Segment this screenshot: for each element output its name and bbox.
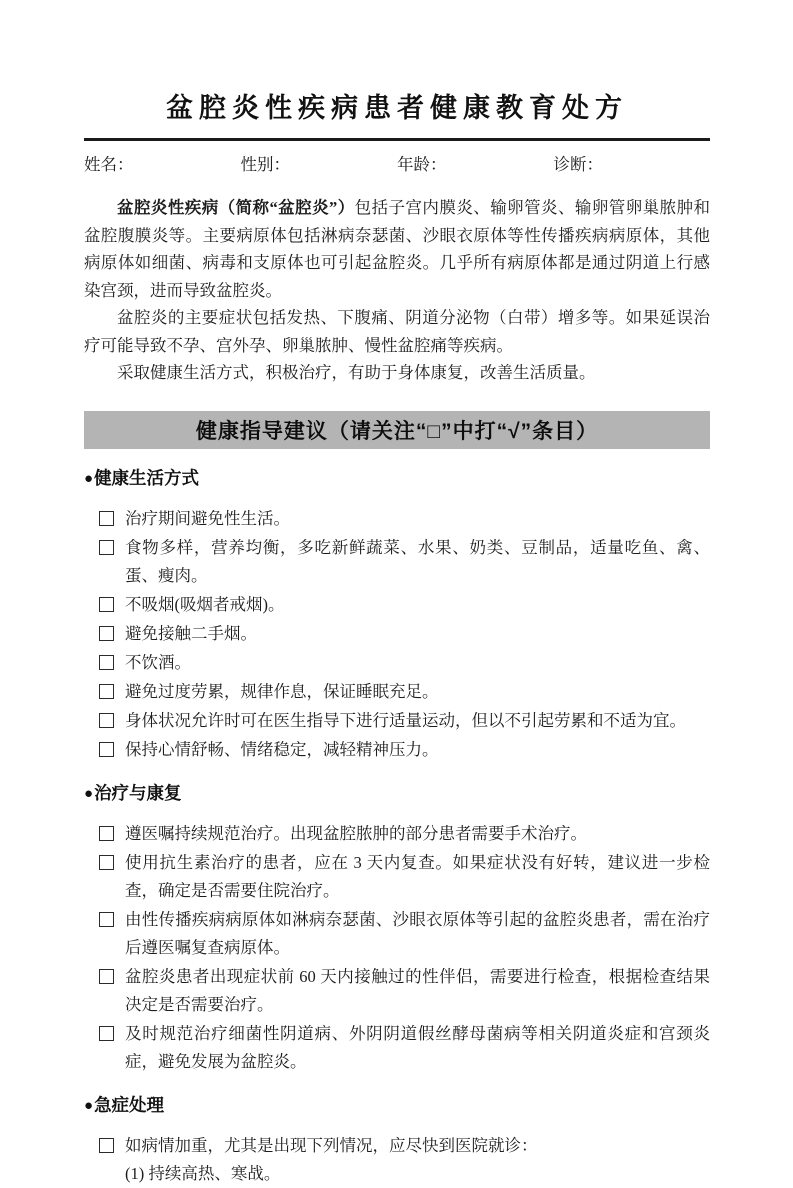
checklist-item-text: 食物多样，营养均衡，多吃新鲜蔬菜、水果、奶类、豆制品，适量吃鱼、禽、蛋、瘦肉。 <box>125 537 710 585</box>
checklist-item <box>84 678 710 706</box>
checklist-item-text: 使用抗生素治疗的患者，应在 3 天内复查。如果症状没有好转，建议进一步检查，确定是否需要住院治疗。 <box>125 852 710 900</box>
checkbox-icon[interactable] <box>99 912 114 927</box>
intro-text <box>84 194 710 387</box>
bullet-icon: ● <box>84 469 94 487</box>
section-header-text: 急症处理 <box>94 1094 165 1115</box>
section-header-emergency <box>84 1093 710 1118</box>
checklist-item <box>84 707 710 735</box>
checklist-item-text: 不吸烟(吸烟者戒烟)。 <box>125 594 285 614</box>
patient-age-label: 年龄： <box>397 155 447 174</box>
checklist-item <box>84 820 710 848</box>
checklist-item <box>84 620 710 648</box>
checklist-healthy-lifestyle <box>84 505 710 764</box>
checkbox-icon[interactable] <box>99 597 114 612</box>
checklist-item <box>84 1020 710 1076</box>
checklist-item-text: 不饮酒。 <box>125 652 191 672</box>
checklist-item-text: 由性传播疾病病原体如淋病奈瑟菌、沙眼衣原体等引起的盆腔炎患者，需在治疗后遵医嘱复查病原体。 <box>125 909 710 957</box>
intro-paragraph-1-lead: 盆腔炎性疾病（简称“盆腔炎”） <box>117 198 355 217</box>
checkbox-icon[interactable] <box>99 626 114 641</box>
checklist-item-text: 及时规范治疗细菌性阴道病、外阴阴道假丝酵母菌病等相关阴道炎症和宫颈炎症，避免发展为盆腔炎。 <box>125 1023 710 1071</box>
bullet-icon: ● <box>84 1096 94 1114</box>
checkbox-icon[interactable] <box>99 684 114 699</box>
checklist-item <box>84 534 710 590</box>
checkbox-icon[interactable] <box>99 826 114 841</box>
checkbox-icon[interactable] <box>99 540 114 555</box>
checklist-item-text: 避免过度劳累，规律作息，保证睡眠充足。 <box>125 681 439 701</box>
section-header-healthy-lifestyle <box>84 466 710 491</box>
checkbox-icon[interactable] <box>99 511 114 526</box>
checklist-item <box>84 1132 710 1188</box>
checklist-item <box>84 505 710 533</box>
checkbox-icon[interactable] <box>99 1138 114 1153</box>
checklist-sub-item-text: (1) 持续高热、寒战。 <box>125 1163 281 1183</box>
patient-gender-label: 性别： <box>240 155 290 174</box>
page-title: 盆腔炎性疾病患者健康教育处方 <box>166 93 628 123</box>
checklist-item-text: 避免接触二手烟。 <box>125 623 257 643</box>
checkbox-icon[interactable] <box>99 713 114 728</box>
patient-name-label: 姓名： <box>84 155 134 174</box>
checkbox-icon[interactable] <box>99 969 114 984</box>
checklist-item <box>84 849 710 905</box>
checklist-item-text: 身体状况允许时可在医生指导下进行适量运动，但以不引起劳累和不适为宜。 <box>125 710 686 730</box>
checkbox-icon[interactable] <box>99 855 114 870</box>
intro-paragraph-3: 采取健康生活方式，积极治疗，有助于身体康复，改善生活质量。 <box>117 363 596 382</box>
intro-paragraph-1 <box>84 194 710 304</box>
checklist-item-text: 盆腔炎患者出现症状前 60 天内接触过的性伴侣，需要进行检查，根据检查结果决定是否需要治疗。 <box>125 966 710 1014</box>
checkbox-icon[interactable] <box>99 655 114 670</box>
checklist-item <box>84 906 710 962</box>
checklist-item-text: 治疗期间避免性生活。 <box>125 508 290 528</box>
checklist-treatment-recovery <box>84 820 710 1076</box>
checklist-item-text: 如病情加重，尤其是出现下列情况，应尽快到医院就诊： <box>125 1135 538 1155</box>
checkbox-icon[interactable] <box>99 742 114 757</box>
checklist-item <box>84 591 710 619</box>
checklist-emergency <box>84 1132 710 1188</box>
patient-diagnosis-label: 诊断： <box>553 155 603 174</box>
intro-paragraph-2: 盆腔炎的主要症状包括发热、下腹痛、阴道分泌物（白带）增多等。如果延误治疗可能导致不孕、宫外孕、卵巢脓肿、慢性盆腔痛等疾病。 <box>84 308 710 355</box>
patient-info-row <box>84 153 710 177</box>
checklist-item-text: 保持心情舒畅、情绪稳定，减轻精神压力。 <box>125 739 439 759</box>
section-header-text: 治疗与康复 <box>94 782 182 803</box>
section-header-treatment-recovery <box>84 781 710 806</box>
section-header-text: 健康生活方式 <box>94 467 200 488</box>
checkbox-icon[interactable] <box>99 1026 114 1041</box>
intro-paragraph-1-body: 包括子宫内膜炎、输卵管炎、输卵管卵巢脓肿和盆腔腹膜炎等。主要病原体包括淋病奈瑟菌、沙眼衣原体等性传播疾病病原体，其他病原体如细菌、病毒和支原体也可引起盆腔炎。几乎所有病原体都是通过阴道上行感染宫颈，进而导致盆腔炎。 <box>84 198 711 300</box>
health-guidance-banner-text: 健康指导建议（请关注“□”中打“√”条目） <box>195 419 599 443</box>
health-guidance-banner <box>84 411 710 449</box>
checklist-item <box>84 649 710 677</box>
bullet-icon: ● <box>84 784 94 802</box>
checklist-item <box>84 736 710 764</box>
checklist-item <box>84 963 710 1019</box>
checklist-item-text: 遵医嘱持续规范治疗。出现盆腔脓肿的部分患者需要手术治疗。 <box>125 823 587 843</box>
title-divider <box>84 138 710 141</box>
